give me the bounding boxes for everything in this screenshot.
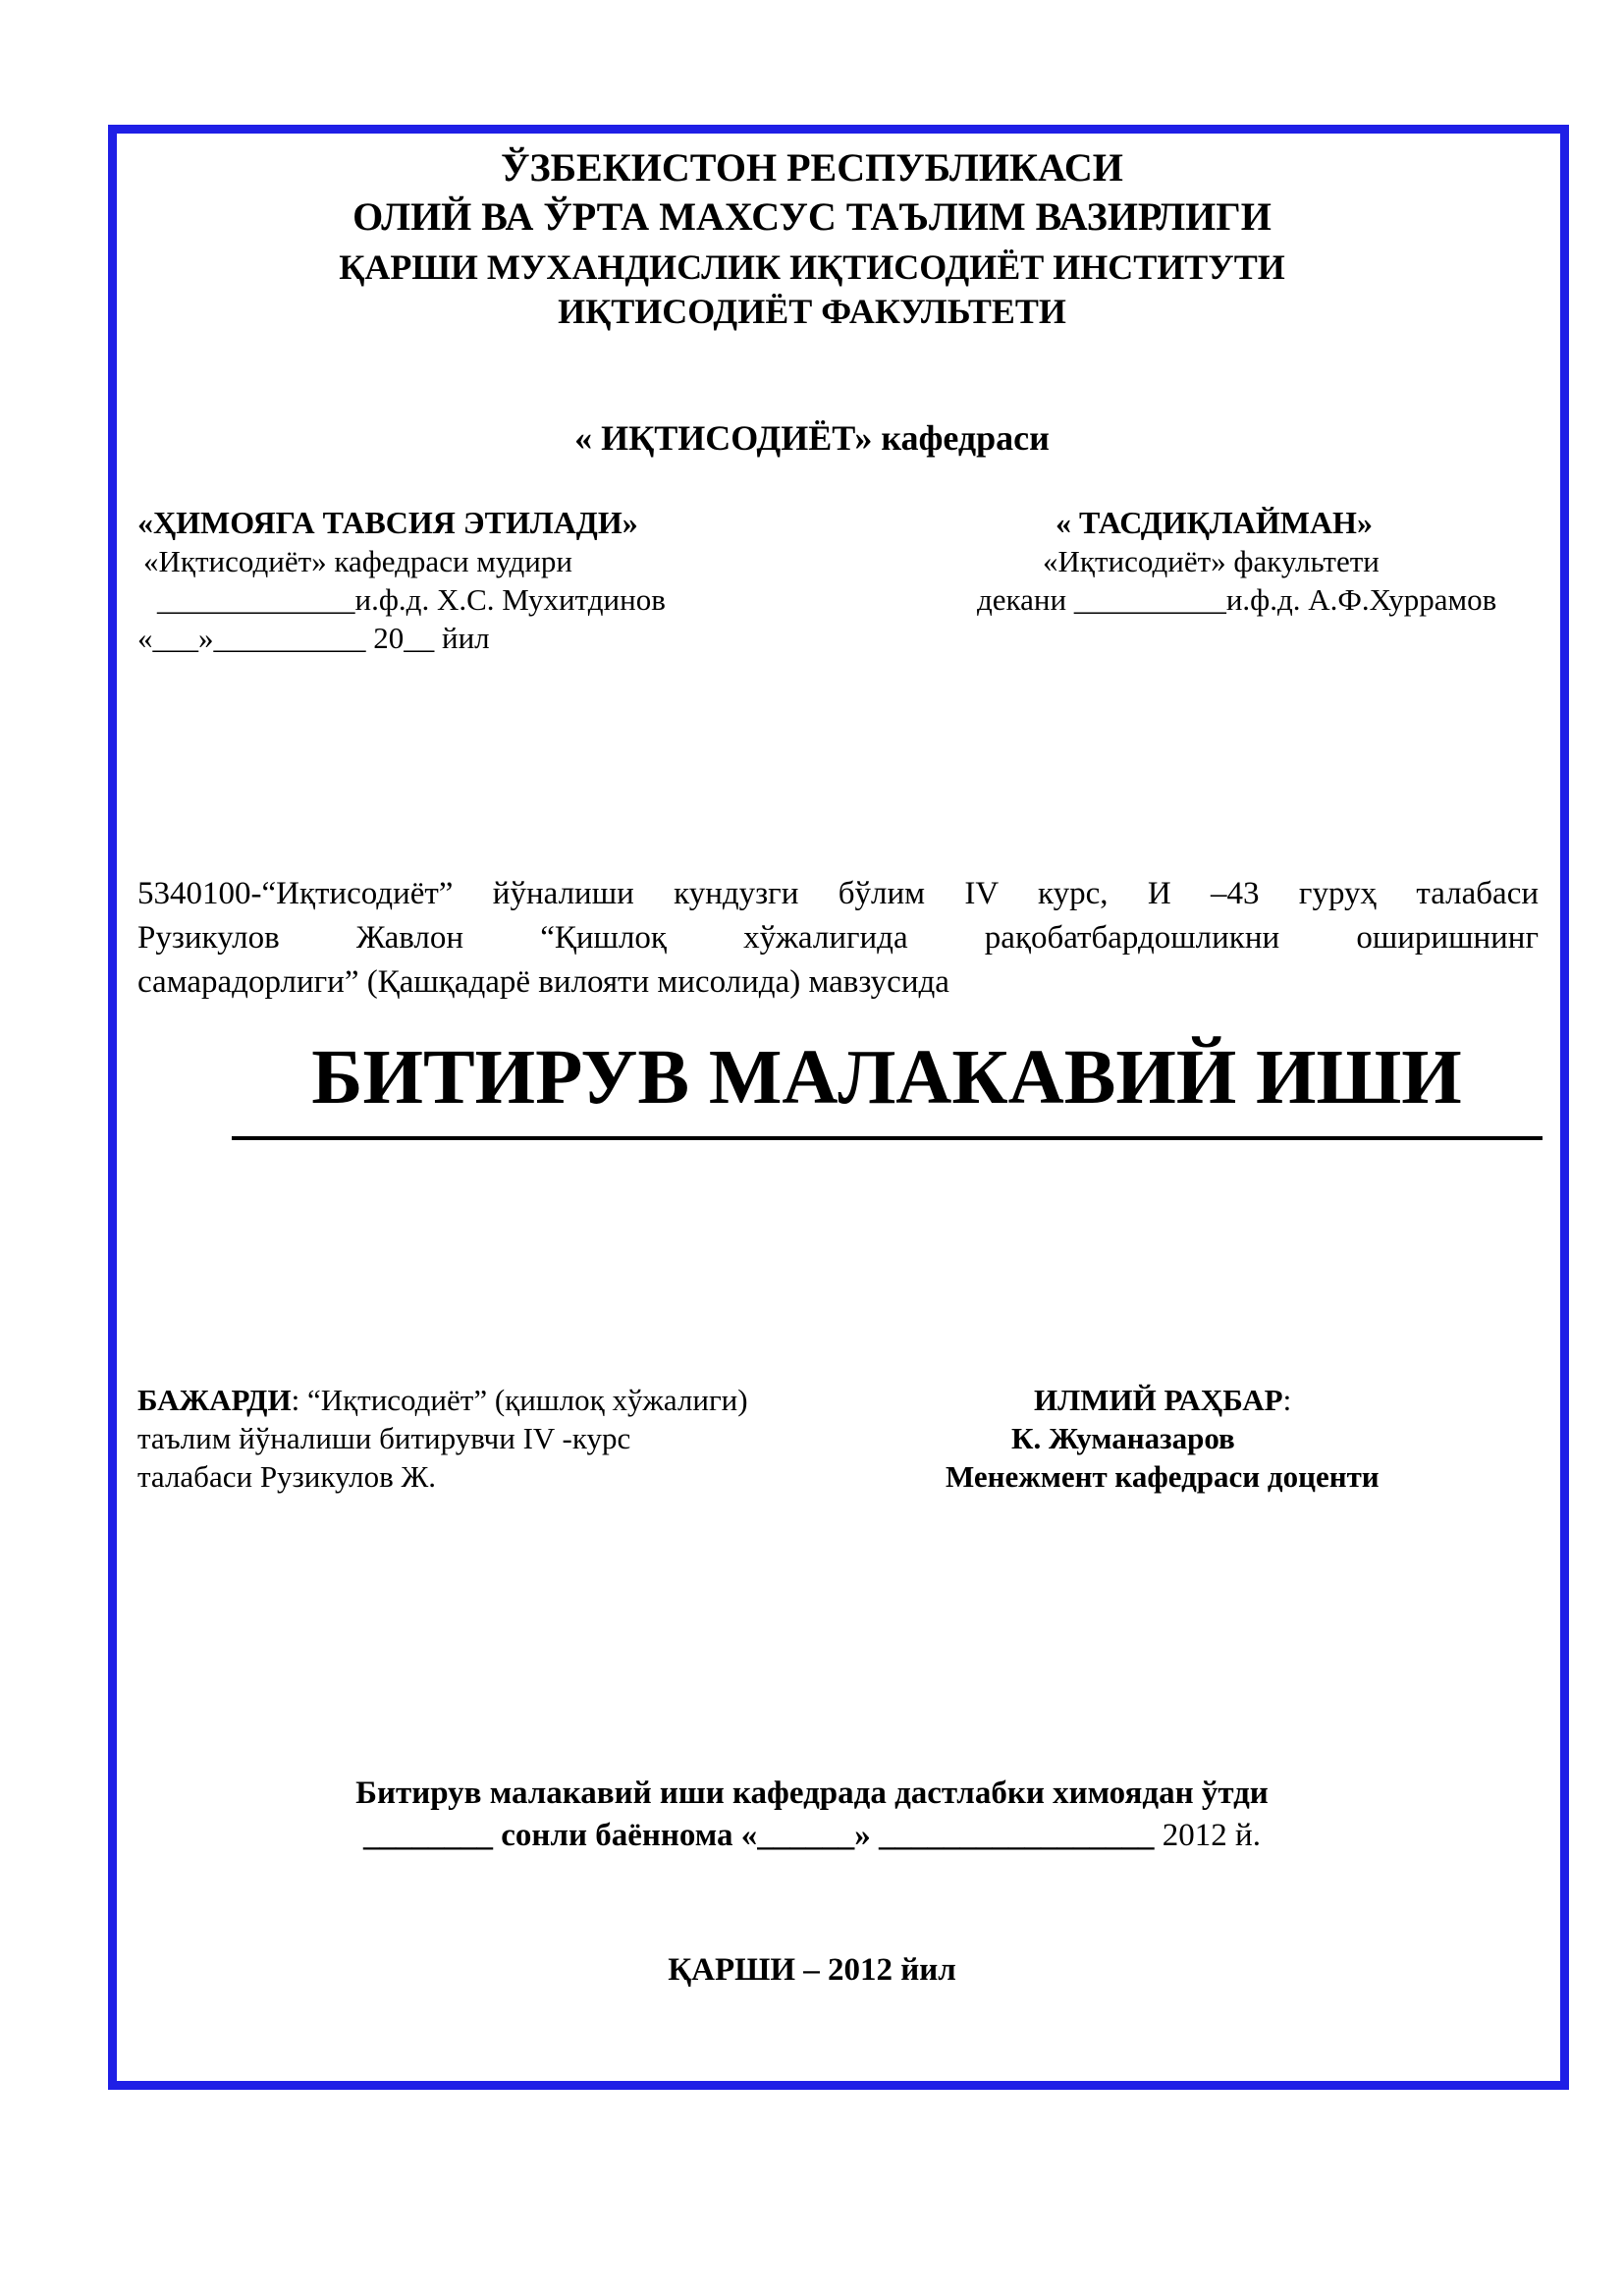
performer-line-2: таълим йўналиши битирувчи IV -курс — [137, 1421, 631, 1455]
supervisor-position: Менежмент кафедраси доценти — [946, 1459, 1380, 1494]
description-line-2: Рузикулов Жавлон “Қишлоқ хўжалигида рақобатбардошликни оширишнинг — [137, 920, 1539, 956]
performer-line-3: талабаси Рузикулов Ж. — [137, 1459, 437, 1494]
city-year-footer: ҚАРШИ – 2012 йил — [668, 1952, 956, 1988]
header-country: ЎЗБЕКИСТОН РЕСПУБЛИКАСИ — [501, 145, 1123, 190]
performer-line-1 — [137, 1383, 748, 1418]
performer-label: БАЖАРДИ — [137, 1383, 292, 1417]
header-faculty: ИҚТИСОДИЁТ ФАКУЛЬТЕТИ — [558, 292, 1066, 331]
recommend-heading: «ҲИМОЯГА ТАВСИЯ ЭТИЛАДИ» — [137, 505, 638, 540]
supervisor-colon: : — [1282, 1383, 1292, 1417]
recommend-line-2: _____________и.ф.д. Х.С. Мухитдинов — [157, 582, 666, 617]
description-line-1: 5340100-“Иқтисодиёт” йўналиши кундузги бўлим IV курс, И –43 гуруҳ талабаси — [137, 876, 1539, 911]
approve-line-2: декани __________и.ф.д. А.Ф.Хуррамов — [977, 582, 1497, 617]
header-ministry: ОЛИЙ ВА ЎРТА МАХСУС ТАЪЛИМ ВАЗИРЛИГИ — [352, 194, 1272, 239]
defense-line-2 — [0, 1818, 1624, 1854]
supervisor-line-1 — [1034, 1383, 1291, 1418]
defense-line-1: Битирув малакавий иши кафедрада дастлабки химоядан ўтди — [355, 1776, 1269, 1811]
department-name: « ИҚТИСОДИЁТ» — [574, 418, 873, 458]
recommend-date-line: «___»__________ 20__ йил — [137, 621, 490, 655]
header-institute: ҚАРШИ МУХАНДИСЛИК ИҚТИСОДИЁТ ИНСТИТУТИ — [339, 247, 1285, 287]
defense-year: 2012 й. — [1154, 1818, 1261, 1853]
department-suffix: кафедраси — [872, 418, 1050, 458]
description-line-3: самарадорлиги” (Қашқадарё вилояти мисолида) мавзусида — [137, 964, 949, 1000]
supervisor-label: ИЛМИЙ РАҲБАР — [1034, 1383, 1283, 1417]
title-underline — [232, 1136, 1543, 1140]
recommend-line-1: «Иқтисодиёт» кафедраси мудири — [143, 544, 572, 578]
department-line — [0, 417, 1624, 459]
supervisor-name: К. Жуманазаров — [1011, 1421, 1235, 1455]
document-title: БИТИРУВ МАЛАКАВИЙ ИШИ — [311, 1035, 1462, 1121]
performer-program: : “Иқтисодиёт” (қишлоқ хўжалиги) — [291, 1383, 748, 1417]
thesis-description — [137, 872, 1539, 1005]
defense-protocol: ________ сонли баённома «______» _________________ — [363, 1818, 1155, 1853]
approve-line-1: «Иқтисодиёт» факультети — [1043, 544, 1380, 578]
approve-heading: « ТАСДИҚЛАЙМАН» — [1056, 505, 1373, 540]
